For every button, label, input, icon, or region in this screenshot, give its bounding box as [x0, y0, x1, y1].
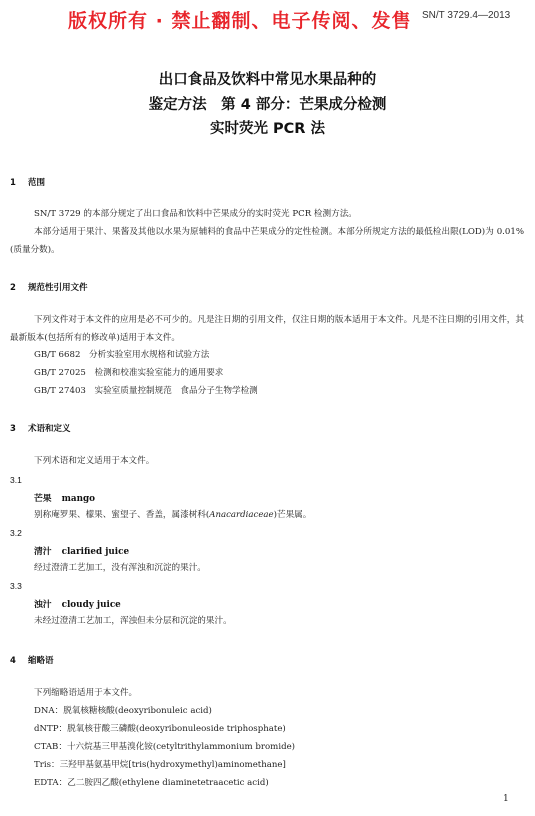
section-2-para: 下列文件对于本文件的应用是必不可少的。凡是注日期的引用文件，仅注日期的版本适用于本文件。凡是不注日期的引用文件，其最新版本(包括所有的修改单)适用于本文件。	[10, 315, 524, 343]
term-definition	[34, 507, 311, 523]
term-en: cloudy juice	[61, 600, 121, 610]
abbreviation-item: Tris：三羟甲基氨基甲烷[tris(hydroxymethyl)aminomethane]	[34, 760, 286, 770]
standard-number: SN/T 3729.4—2013	[422, 10, 511, 21]
section-title: 术语和定义	[28, 424, 71, 434]
term-en: clarified juice	[61, 547, 130, 557]
term-cn: 浊汁	[34, 600, 52, 610]
abbreviation-item: CTAB：十六烷基三甲基溴化铵(cetyltrithylammonium bromide)	[34, 742, 296, 752]
title-line-2: 鉴定方法 第 4 部分：芒果成分检测	[148, 97, 387, 113]
section-number: 3	[10, 424, 16, 434]
section-title: 缩略语	[28, 656, 54, 666]
definition-italic: Anacardiaceae	[209, 510, 274, 520]
term-cn: 芒果	[34, 494, 52, 504]
abbreviation-item: DNA：脱氧核糖核酸(deoxyribonuleic acid)	[34, 706, 212, 716]
term-3-3	[34, 597, 121, 610]
abbreviation-item: dNTP：脱氧核苷酸三磷酸(deoxyribonuleoside triphosphate)	[34, 724, 286, 734]
section-3-heading	[10, 422, 71, 434]
title-line-1: 出口食品及饮料中常见水果品种的	[158, 72, 377, 88]
section-1-heading	[10, 176, 45, 188]
section-3-intro: 下列术语和定义适用于本文件。	[34, 456, 155, 466]
term-cn: 清汁	[34, 547, 52, 557]
term-number: 3.1	[10, 475, 22, 485]
abbreviation-item: EDTA：乙二胺四乙酸(ethylene diaminetetraacetic acid)	[34, 778, 269, 788]
term-number: 3.2	[10, 528, 22, 538]
term-number: 3.3	[10, 581, 22, 591]
reference-item: GB/T 27025 检测和校准实验室能力的通用要求	[34, 368, 224, 378]
term-3-1	[34, 491, 95, 504]
definition-text: )芒果属。	[273, 510, 312, 520]
watermark: 版权所有 · 禁止翻制、电子传阅、发售	[68, 10, 412, 32]
section-title: 范围	[28, 178, 46, 188]
title-line-3: 实时荧光 PCR 法	[209, 121, 326, 137]
section-number: 4	[10, 656, 16, 666]
section-4-heading	[10, 654, 54, 666]
reference-item: GB/T 6682 分析实验室用水规格和试验方法	[34, 350, 210, 360]
page-number: 1	[503, 794, 509, 804]
term-definition: 经过澄清工艺加工，没有浑浊和沉淀的果汁。	[34, 563, 206, 573]
definition-text: 别称庵罗果、檬果、蜜望子、香盖，属漆树科(	[34, 510, 210, 520]
term-en: mango	[61, 494, 96, 504]
section-number: 1	[10, 178, 16, 188]
section-1-para-2: 本部分适用于果汁、果酱及其他以水果为原辅料的食品中芒果成分的定性检测。本部分所规定方法的最低检出限(LOD)为 0.01%(质量分数)。	[10, 227, 524, 255]
section-2-heading	[10, 281, 88, 293]
section-4-intro: 下列缩略语适用于本文件。	[34, 688, 138, 698]
reference-item: GB/T 27403 实验室质量控制规范 食品分子生物学检测	[34, 386, 258, 396]
section-number: 2	[10, 283, 16, 293]
section-title: 规范性引用文件	[28, 283, 88, 293]
section-1-para-1: SN/T 3729 的本部分规定了出口食品和饮料中芒果成分的实时荧光 PCR 检测方法。	[34, 209, 357, 219]
term-3-2	[34, 544, 129, 557]
term-definition: 未经过澄清工艺加工，浑浊但未分层和沉淀的果汁。	[34, 616, 232, 626]
